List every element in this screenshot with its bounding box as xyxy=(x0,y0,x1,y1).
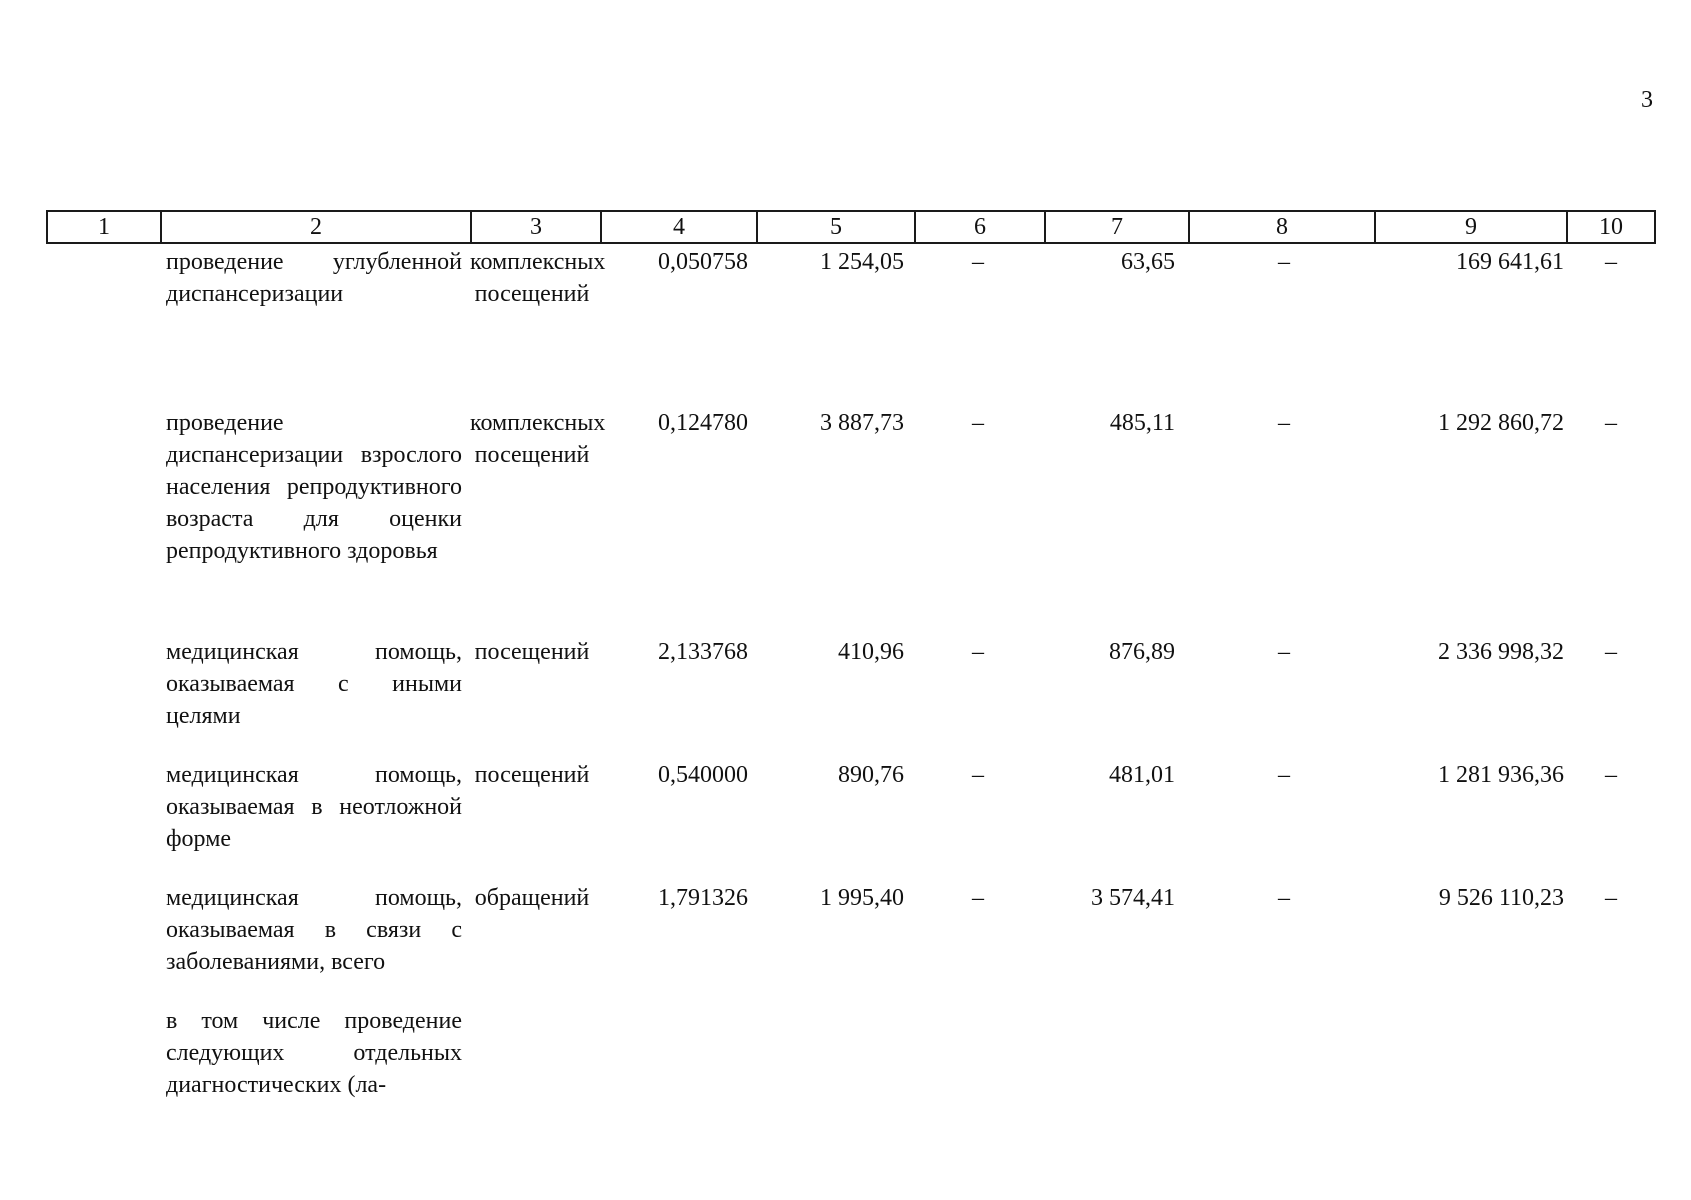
header-col-2: 2 xyxy=(160,210,472,244)
row-col-9: 1 281 936,36 xyxy=(1438,762,1564,788)
header-col-7: 7 xyxy=(1044,210,1190,244)
row-col-9: 2 336 998,32 xyxy=(1438,639,1564,665)
header-col-10: 10 xyxy=(1566,210,1656,244)
row-col-8: – xyxy=(1278,762,1290,788)
header-col-5: 5 xyxy=(756,210,916,244)
row-description: в том числе проведение следующих отдельных диагностических (ла- xyxy=(166,1008,462,1098)
row-unit: комплексных посещений xyxy=(470,249,606,307)
header-col-3: 3 xyxy=(470,210,602,244)
row-col-6: – xyxy=(972,249,984,275)
row-col-5: 1 995,40 xyxy=(820,885,904,911)
header-col-6: 6 xyxy=(914,210,1046,244)
page-number: 3 xyxy=(1641,87,1653,113)
row-col-8: – xyxy=(1278,249,1290,275)
row-col-6: – xyxy=(972,762,984,788)
row-description: медицинская помощь, оказываемая с иными целями xyxy=(166,639,462,729)
row-col-7: 876,89 xyxy=(1109,639,1175,665)
row-col-9: 1 292 860,72 xyxy=(1438,410,1564,436)
row-unit: посещений xyxy=(474,639,590,665)
row-col-9: 169 641,61 xyxy=(1456,249,1564,275)
row-description: проведение диспансеризации взрослого населения репродуктивного возраста для оценки репродуктивного здоровья xyxy=(166,410,462,564)
row-col-7: 481,01 xyxy=(1109,762,1175,788)
row-col-10: – xyxy=(1605,762,1617,788)
row-col-10: – xyxy=(1605,639,1617,665)
row-col-8: – xyxy=(1278,639,1290,665)
row-col-5: 1 254,05 xyxy=(820,249,904,275)
row-col-5: 3 887,73 xyxy=(820,410,904,436)
row-col-10: – xyxy=(1605,410,1617,436)
row-col-5: 890,76 xyxy=(838,762,904,788)
row-col-7: 3 574,41 xyxy=(1091,885,1175,911)
header-col-8: 8 xyxy=(1188,210,1376,244)
row-col-6: – xyxy=(972,639,984,665)
row-col-6: – xyxy=(972,885,984,911)
row-col-4: 0,124780 xyxy=(658,410,748,436)
row-col-10: – xyxy=(1605,885,1617,911)
row-col-8: – xyxy=(1278,885,1290,911)
row-col-9: 9 526 110,23 xyxy=(1438,885,1564,911)
row-col-7: 485,11 xyxy=(1109,410,1175,436)
header-col-9: 9 xyxy=(1374,210,1568,244)
row-unit: обращений xyxy=(474,885,590,911)
row-col-6: – xyxy=(972,410,984,436)
header-col-4: 4 xyxy=(600,210,758,244)
row-col-8: – xyxy=(1278,410,1290,436)
row-col-10: – xyxy=(1605,249,1617,275)
row-col-4: 0,050758 xyxy=(658,249,748,275)
row-col-4: 0,540000 xyxy=(658,762,748,788)
row-col-5: 410,96 xyxy=(838,639,904,665)
row-description: медицинская помощь, оказываемая в неотложной форме xyxy=(166,762,462,852)
row-col-7: 63,65 xyxy=(1121,249,1175,275)
row-col-4: 2,133768 xyxy=(658,639,748,665)
header-col-1: 1 xyxy=(46,210,162,244)
row-description: проведение углубленной диспансеризации xyxy=(166,249,462,307)
row-unit: посещений xyxy=(474,762,590,788)
row-unit: комплексных посещений xyxy=(470,410,606,468)
row-description: медицинская помощь, оказываемая в связи с заболеваниями, всего xyxy=(166,885,462,975)
row-col-4: 1,791326 xyxy=(658,885,748,911)
